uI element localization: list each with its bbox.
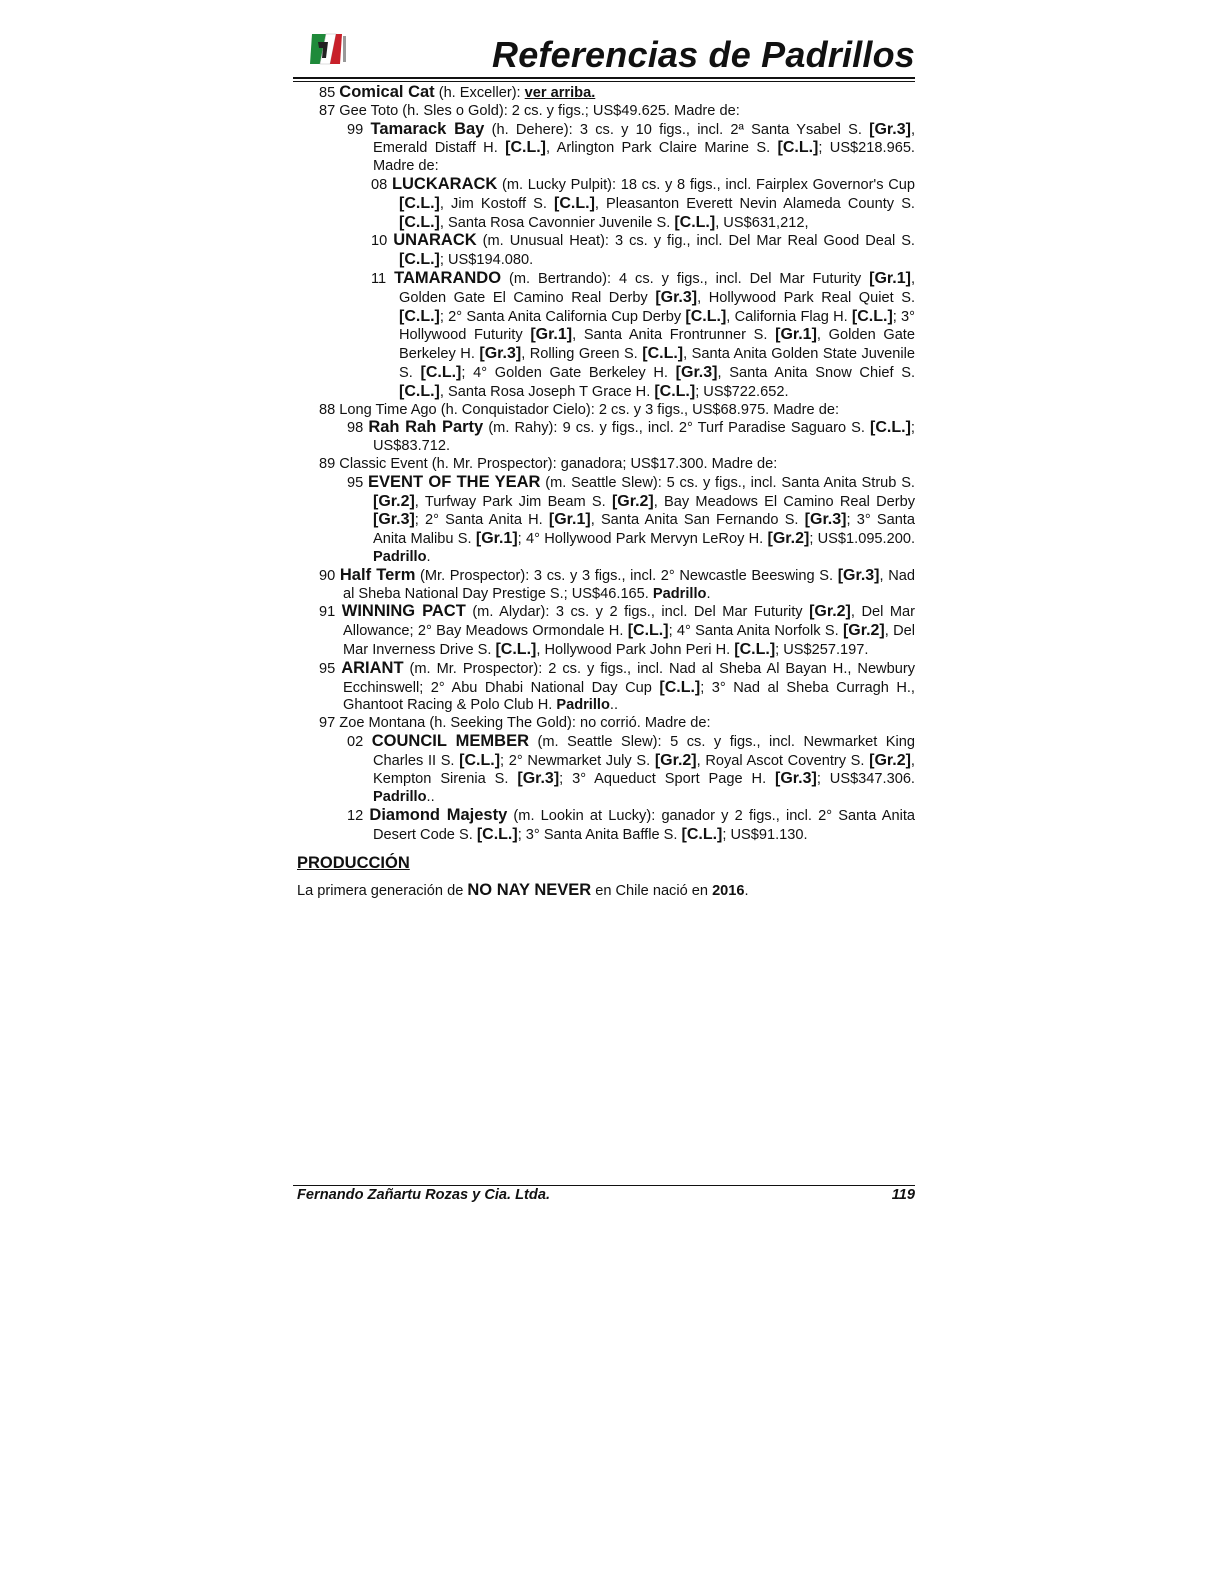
production-text-before: La primera generación de (297, 883, 468, 900)
entry-text: ; 3° Santa Anita Malibu S. (373, 512, 915, 548)
race-grade: [Gr.3] (775, 770, 817, 788)
header-divider (293, 77, 915, 79)
entry-text: , Golden Gate El Camino Real Derby (399, 270, 915, 306)
entry-text: Long Time Ago (h. Conquistador Cielo): 2 cs. y 3 figs., US$68.975. Madre de: (339, 401, 839, 418)
race-grade: [C.L.] (851, 307, 893, 325)
race-grade: [C.L.] (674, 213, 716, 231)
race-grade: [C.L.] (654, 382, 696, 400)
see-above-link: ver arriba. (524, 85, 596, 101)
race-grade: [Gr.2] (869, 751, 911, 769)
stallion-label: Padrillo (373, 789, 427, 806)
production-year: 2016 (712, 883, 745, 900)
entry-text: (m. Seattle Slew): 5 cs. y figs., incl. Newmarket King Charles II S. (373, 733, 916, 769)
pedigree-entry (297, 270, 915, 402)
entry-text: ; US$722.652. (695, 383, 789, 400)
horse-name: ARIANT (341, 658, 404, 677)
entry-year: 10 (371, 233, 388, 250)
entry-text: ; 3° Hollywood Futurity (399, 308, 915, 344)
race-grade: [Gr.3] (837, 566, 880, 584)
race-grade: [Gr.3] (655, 288, 698, 306)
pedigree-entry (297, 402, 915, 420)
entry-text: , Emerald Distaff H. (373, 121, 916, 157)
entry-year: 02 (347, 733, 364, 750)
production-text-middle: en Chile nació en (591, 883, 713, 900)
entry-text: , Santa Anita Frontrunner S. (572, 327, 776, 344)
entry-text: , Nad al Sheba National Day Prestige S.; US$46.165. (343, 567, 915, 602)
race-grade: [C.L.] (476, 825, 518, 843)
race-grade: [C.L.] (681, 825, 723, 843)
production-paragraph (297, 882, 915, 901)
horse-name: Tamarack Bay (370, 119, 485, 138)
race-grade: [Gr.2] (611, 492, 654, 510)
pedigree-entry (297, 474, 915, 567)
entry-text: (Mr. Prospector): 3 cs. y 3 figs., incl. 2° Newcastle Beeswing S. (415, 567, 838, 584)
pedigree-entry (297, 103, 915, 121)
entry-text: . (706, 585, 711, 602)
entry-text: ; 3° Nad al Sheba Curragh H., Ghantoot Racing & Polo Club H. (343, 679, 915, 714)
entry-text: , Rolling Green S. (521, 346, 643, 363)
entry-year: 98 (347, 420, 364, 437)
entry-text: , Hollywood Park John Peri H. (536, 641, 735, 658)
entry-text: , Royal Ascot Coventry S. (696, 752, 870, 769)
pedigree-entry (297, 660, 915, 715)
entry-text: , Turfway Park Jim Beam S. (414, 493, 612, 510)
race-grade: [C.L.] (420, 363, 462, 381)
entry-text: (m. Lucky Pulpit): 18 cs. y 8 figs., incl. Fairplex Governor's Cup (497, 176, 915, 193)
entry-text: ; 3° Aqueduct Sport Page H. (559, 771, 776, 788)
entry-text: (m. Lookin at Lucky): ganador y 2 figs., incl. 2° Santa Anita Desert Code S. (373, 808, 915, 843)
entry-text: ; 4° Santa Anita Norfolk S. (668, 623, 843, 640)
entry-text: Zoe Montana (h. Seeking The Gold): no corrió. Madre de: (339, 715, 711, 732)
horse-name: Half Term (339, 565, 416, 584)
race-grade: [Gr.2] (842, 622, 885, 640)
production-heading: PRODUCCIÓN (297, 853, 410, 872)
entry-text: ; US$218.965. Madre de: (373, 140, 915, 175)
race-grade: [Gr.1] (475, 530, 518, 548)
race-grade: [C.L.] (399, 307, 440, 325)
race-grade: [C.L.] (495, 640, 537, 658)
entry-text: , Bay Meadows El Camino Real Derby (653, 493, 915, 510)
entry-text: , Pleasanton Everett Nevin Alameda County S. (594, 195, 915, 212)
race-grade: [C.L.] (554, 194, 595, 212)
header-divider-thin (293, 81, 915, 82)
entry-year: 90 (319, 567, 336, 584)
horse-name: LUCKARACK (391, 174, 498, 193)
entry-year: 85 (319, 85, 336, 101)
page-title: Referencias de Padrillos (492, 34, 915, 75)
pedigree-entry (297, 715, 915, 733)
entry-text: ; US$1.095.200. (809, 531, 916, 548)
entry-text: , Santa Rosa Joseph T Grace H. (439, 383, 655, 400)
race-grade: [Gr.2] (373, 492, 415, 510)
race-grade: [C.L.] (659, 678, 701, 696)
entry-text: (m. Unusual Heat): 3 cs. y fig., incl. Del Mar Real Good Deal S. (476, 233, 915, 250)
race-grade: [Gr.3] (804, 511, 847, 529)
footer-publisher: Fernando Zañartu Rozas y Cia. Ltda. (297, 1187, 550, 1203)
entry-text: , Del Mar Allowance; 2° Bay Meadows Ormondale H. (343, 604, 915, 640)
entry-text: , Santa Rosa Cavonnier Juvenile S. (439, 214, 675, 231)
horse-name: Diamond Majesty (369, 806, 508, 825)
entry-year: 97 (319, 715, 336, 732)
entry-text: ; US$347.306. (816, 771, 915, 788)
entry-text: (m. Bertrando): 4 cs. y figs., incl. Del Mar Futurity (501, 270, 870, 287)
page-number: 119 (891, 1187, 915, 1203)
race-grade: [Gr.3] (517, 770, 560, 788)
stallion-label: Padrillo (556, 697, 610, 714)
race-grade: [Gr.1] (548, 511, 591, 529)
entry-year: 11 (371, 270, 387, 287)
entry-year: 95 (319, 660, 336, 677)
race-grade: [Gr.3] (373, 511, 415, 529)
pedigree-entry (297, 121, 915, 176)
entry-text: (h. Dehere): 3 cs. y 10 figs., incl. 2ª Santa Ysabel S. (484, 121, 870, 138)
entry-year: 99 (347, 121, 364, 138)
entry-year: 12 (347, 808, 364, 825)
publisher-logo-icon (306, 30, 348, 66)
entry-text: , Hollywood Park Real Quiet S. (697, 289, 916, 306)
entry-text: (m. Alydar): 3 cs. y 2 figs., incl. Del Mar Futurity (465, 604, 810, 621)
race-grade: [C.L.] (734, 640, 776, 658)
race-grade: [Gr.2] (767, 530, 810, 548)
stallion-label: Padrillo (652, 585, 707, 602)
race-grade: [Gr.1] (530, 326, 573, 344)
race-grade: [C.L.] (399, 213, 440, 231)
entry-text: , Santa Anita Snow Chief S. (717, 364, 915, 381)
entry-text: (h. Exceller): (434, 85, 525, 101)
entry-text: ; US$83.712. (373, 420, 915, 455)
entry-text: .. (426, 789, 435, 806)
horse-name: Comical Cat (339, 83, 435, 101)
race-grade: [Gr.2] (809, 603, 851, 621)
horse-name: EVENT OF THE YEAR (368, 472, 541, 491)
pedigree-entry (297, 419, 915, 456)
entry-text: ; 2° Santa Anita California Cup Derby (439, 308, 686, 325)
entry-text: , Arlington Park Claire Marine S. (545, 140, 778, 157)
race-grade: [C.L.] (777, 139, 819, 157)
entry-year: 87 (319, 102, 336, 119)
entry-text: , Santa Anita Golden State Juvenile S. (399, 346, 915, 381)
race-grade: [C.L.] (870, 419, 911, 437)
entry-text: ; US$194.080. (439, 252, 534, 269)
entry-text: ; 3° Santa Anita Baffle S. (517, 826, 682, 843)
entry-text: . (426, 548, 431, 565)
pedigree-entry (297, 176, 915, 232)
entry-text: Gee Toto (h. Sles o Gold): 2 cs. y figs.; US$49.625. Madre de: (339, 102, 740, 119)
entry-text: ; 4° Golden Gate Berkeley H. (461, 364, 676, 381)
entry-text: (m. Seattle Slew): 5 cs. y figs., incl. Santa Anita Strub S. (540, 474, 915, 491)
horse-name: TAMARANDO (394, 268, 502, 287)
entry-year: 08 (371, 176, 388, 193)
entry-text: .. (609, 697, 618, 714)
entry-year: 91 (319, 604, 336, 621)
entry-text: , Santa Anita San Fernando S. (590, 512, 805, 529)
race-grade: [C.L.] (459, 751, 501, 769)
stallion-label: Padrillo (373, 548, 427, 565)
entry-text: (m. Mr. Prospector): 2 cs. y figs., incl. Nad al Sheba Al Bayan H., Newbury Ecchinswell; 2° Abu Dhabi National Day Cup (343, 660, 915, 696)
race-grade: [Gr.2] (654, 751, 697, 769)
pedigree-entries (297, 84, 915, 845)
entry-text: , Kempton Sirenia S. (373, 752, 915, 788)
horse-name: WINNING PACT (341, 602, 466, 621)
entry-text: ; 4° Hollywood Park Mervyn LeRoy H. (517, 531, 768, 548)
entry-year: 89 (319, 455, 336, 472)
entry-text: , US$631,212, (715, 214, 809, 231)
entry-year: 95 (347, 474, 364, 491)
race-grade: [C.L.] (627, 622, 669, 640)
entry-text: ; 2° Newmarket July S. (500, 752, 655, 769)
entry-text: , Jim Kostoff S. (439, 195, 555, 212)
entry-text: (m. Rahy): 9 cs. y figs., incl. 2° Turf Paradise Saguaro S. (483, 420, 871, 437)
horse-name: UNARACK (393, 231, 477, 250)
pedigree-entry (297, 456, 915, 474)
pedigree-entry (297, 567, 915, 604)
race-grade: [Gr.3] (675, 363, 718, 381)
entry-text: , Golden Gate Berkeley H. (399, 327, 915, 363)
race-grade: [Gr.1] (869, 269, 911, 287)
race-grade: [C.L.] (399, 194, 440, 212)
entry-text: ; 2° Santa Anita H. (414, 512, 549, 529)
race-grade: [C.L.] (505, 139, 546, 157)
pedigree-entry (297, 84, 915, 103)
race-grade: [C.L.] (399, 382, 440, 400)
entry-text: ; US$91.130. (722, 826, 808, 843)
document-body (297, 84, 915, 901)
entry-text: ; US$257.197. (775, 641, 869, 658)
pedigree-entry (297, 603, 915, 659)
horse-name: COUNCIL MEMBER (371, 731, 529, 750)
entry-text: , California Flag H. (726, 308, 852, 325)
race-grade: [C.L.] (642, 345, 684, 363)
entry-text: , Del Mar Inverness Drive S. (343, 623, 915, 658)
footer-divider (293, 1185, 915, 1186)
pedigree-entry (297, 232, 915, 270)
production-horse-name: NO NAY NEVER (467, 881, 592, 900)
race-grade: [C.L.] (685, 307, 727, 325)
race-grade: [C.L.] (399, 251, 440, 269)
horse-name: Rah Rah Party (368, 418, 484, 437)
race-grade: [Gr.3] (869, 120, 911, 138)
entry-text: Classic Event (h. Mr. Prospector): ganadora; US$17.300. Madre de: (339, 455, 778, 472)
production-text-after: . (744, 883, 749, 900)
race-grade: [Gr.3] (479, 345, 522, 363)
race-grade: [Gr.1] (775, 326, 817, 344)
pedigree-entry (297, 807, 915, 845)
entry-year: 88 (319, 401, 336, 418)
pedigree-entry (297, 733, 915, 807)
